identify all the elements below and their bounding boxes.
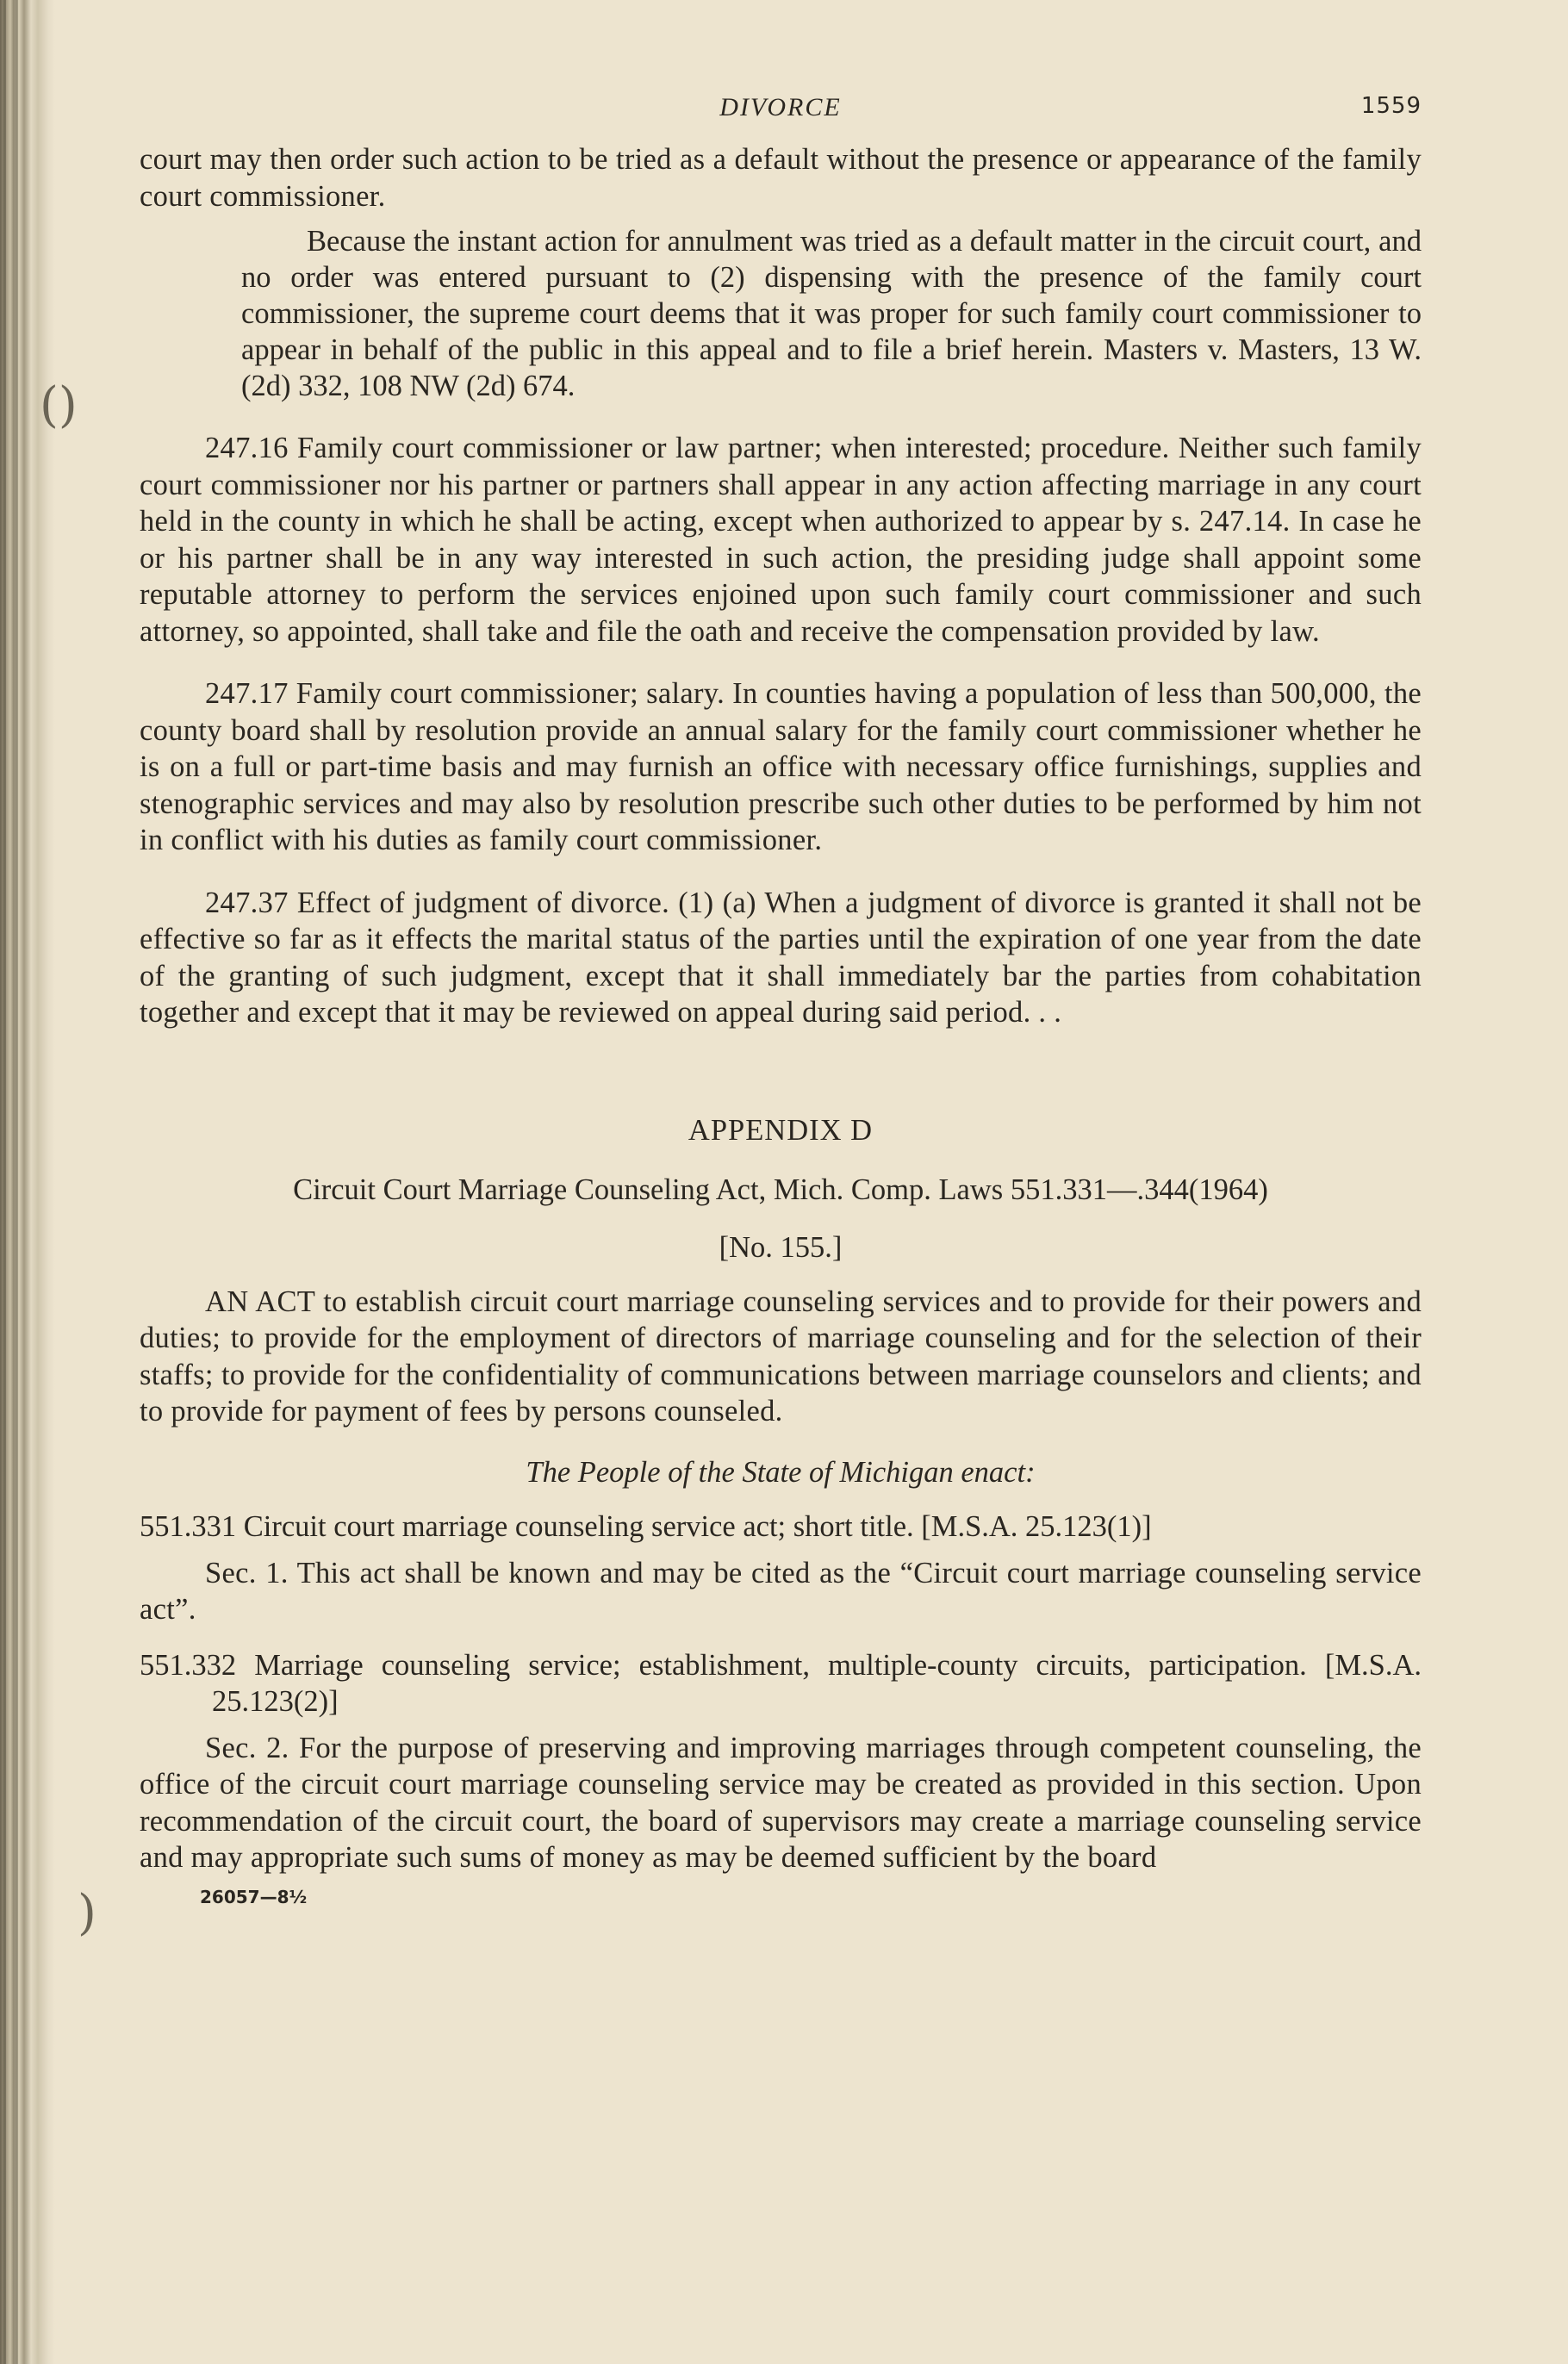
enacting-clause: The People of the State of Michigan enact:	[526, 1455, 1036, 1489]
annotation-text: Because the instant action for annulment was tried as a default matter in the circuit court, and no order was entered pursuant to (2) dispensing with the presence of the family court commissioner, the supreme court deems that it was proper for such family court commissioner to appear in behalf of the public in this appeal and to file a brief herein. Masters v. Masters, 13 W. (2d) 332, 108 NW (2d) 674.	[241, 225, 1422, 402]
punch-hole-mark-bottom: )	[78, 1885, 96, 1941]
binding-edge-line	[3, 0, 6, 2364]
continued-paragraph: court may then order such action to be tried as a default without the presence or appearance of the family court commissioner.	[140, 143, 1422, 213]
binding-edge-line	[16, 0, 18, 2364]
running-title: DIVORCE	[719, 93, 842, 121]
act-preamble: AN ACT to establish circuit court marriage counseling services and to provide for their powers and duties; to provide for the employment of directors of marriage counseling and for the selection of their staffs; to provide for the confidentiality of communications between marriage counselors and clients; and to provide for payment of fees by persons counseled.	[140, 1285, 1422, 1428]
printer-signature-code: 26057—8½	[200, 1886, 308, 1907]
section-247-17: 247.17 Family court commissioner; salary. In counties having a population of less than 500,000, the county board shall by resolution provide an annual salary for the family court commissioner whether he is on a full or part-time basis and may furnish an office with necessary office furnishings, supplies and stenographic services and may also by resolution prescribe such other duties to be performed by him not in conflict with his duties as family court commissioner.	[140, 677, 1422, 856]
appendix-subtitle: Circuit Court Marriage Counseling Act, Mich. Comp. Laws 551.331—.344(1964)	[293, 1173, 1268, 1206]
page-number: 1559	[1360, 93, 1422, 119]
appendix-title: APPENDIX D	[688, 1113, 874, 1147]
section-551-332-heading: 551.332 Marriage counseling service; establishment, multiple-county circuits, participation. [M.S.A. 25.123(2)]	[140, 1648, 1422, 1718]
document-page	[140, 93, 1422, 1907]
section-551-331-heading: 551.331 Circuit court marriage counseling service act; short title. [M.S.A. 25.123(1)]	[140, 1509, 1152, 1543]
act-number: [No. 155.]	[719, 1230, 843, 1264]
section-247-37: 247.37 Effect of judgment of divorce. (1) (a) When a judgment of divorce is granted it shall not be effective so far as it effects the marital status of the parties until the expiration of one year from the date of the granting of such judgment, except that it shall immediately bar the parties from cohabitation together and except that it may be reviewed on appeal during said period. . .	[140, 886, 1422, 1029]
case-annotation	[241, 223, 1422, 404]
page-header	[140, 93, 1422, 141]
section-551-332-body: Sec. 2. For the purpose of preserving and improving marriages through competent counseling, the office of the circuit court marriage counseling service may be created as provided in this section. Upon recommendation of the circuit court, the board of supervisors may create a marriage counseling service and may appropriate such sums of money as may be deemed sufficient by the board	[140, 1731, 1422, 1874]
section-551-331-body: Sec. 1. This act shall be known and may be cited as the “Circuit court marriage counseling service act”.	[140, 1556, 1422, 1626]
page-binding-gutter	[0, 0, 55, 2364]
section-247-16: 247.16 Family court commissioner or law partner; when interested; procedure. Neither such family court commissioner nor his partner or partners shall appear in any action affecting marriage in any court held in the county in which he shall be acting, except when authorized to appear by s. 247.14. In case he or his partner shall be in any way interested in such action, the presiding judge shall appoint some reputable attorney to perform the services enjoined upon such family court commissioner and such attorney, so appointed, shall take and file the oath and receive the compensation provided by law.	[140, 432, 1422, 648]
punch-hole-mark-top: ()	[40, 377, 78, 433]
